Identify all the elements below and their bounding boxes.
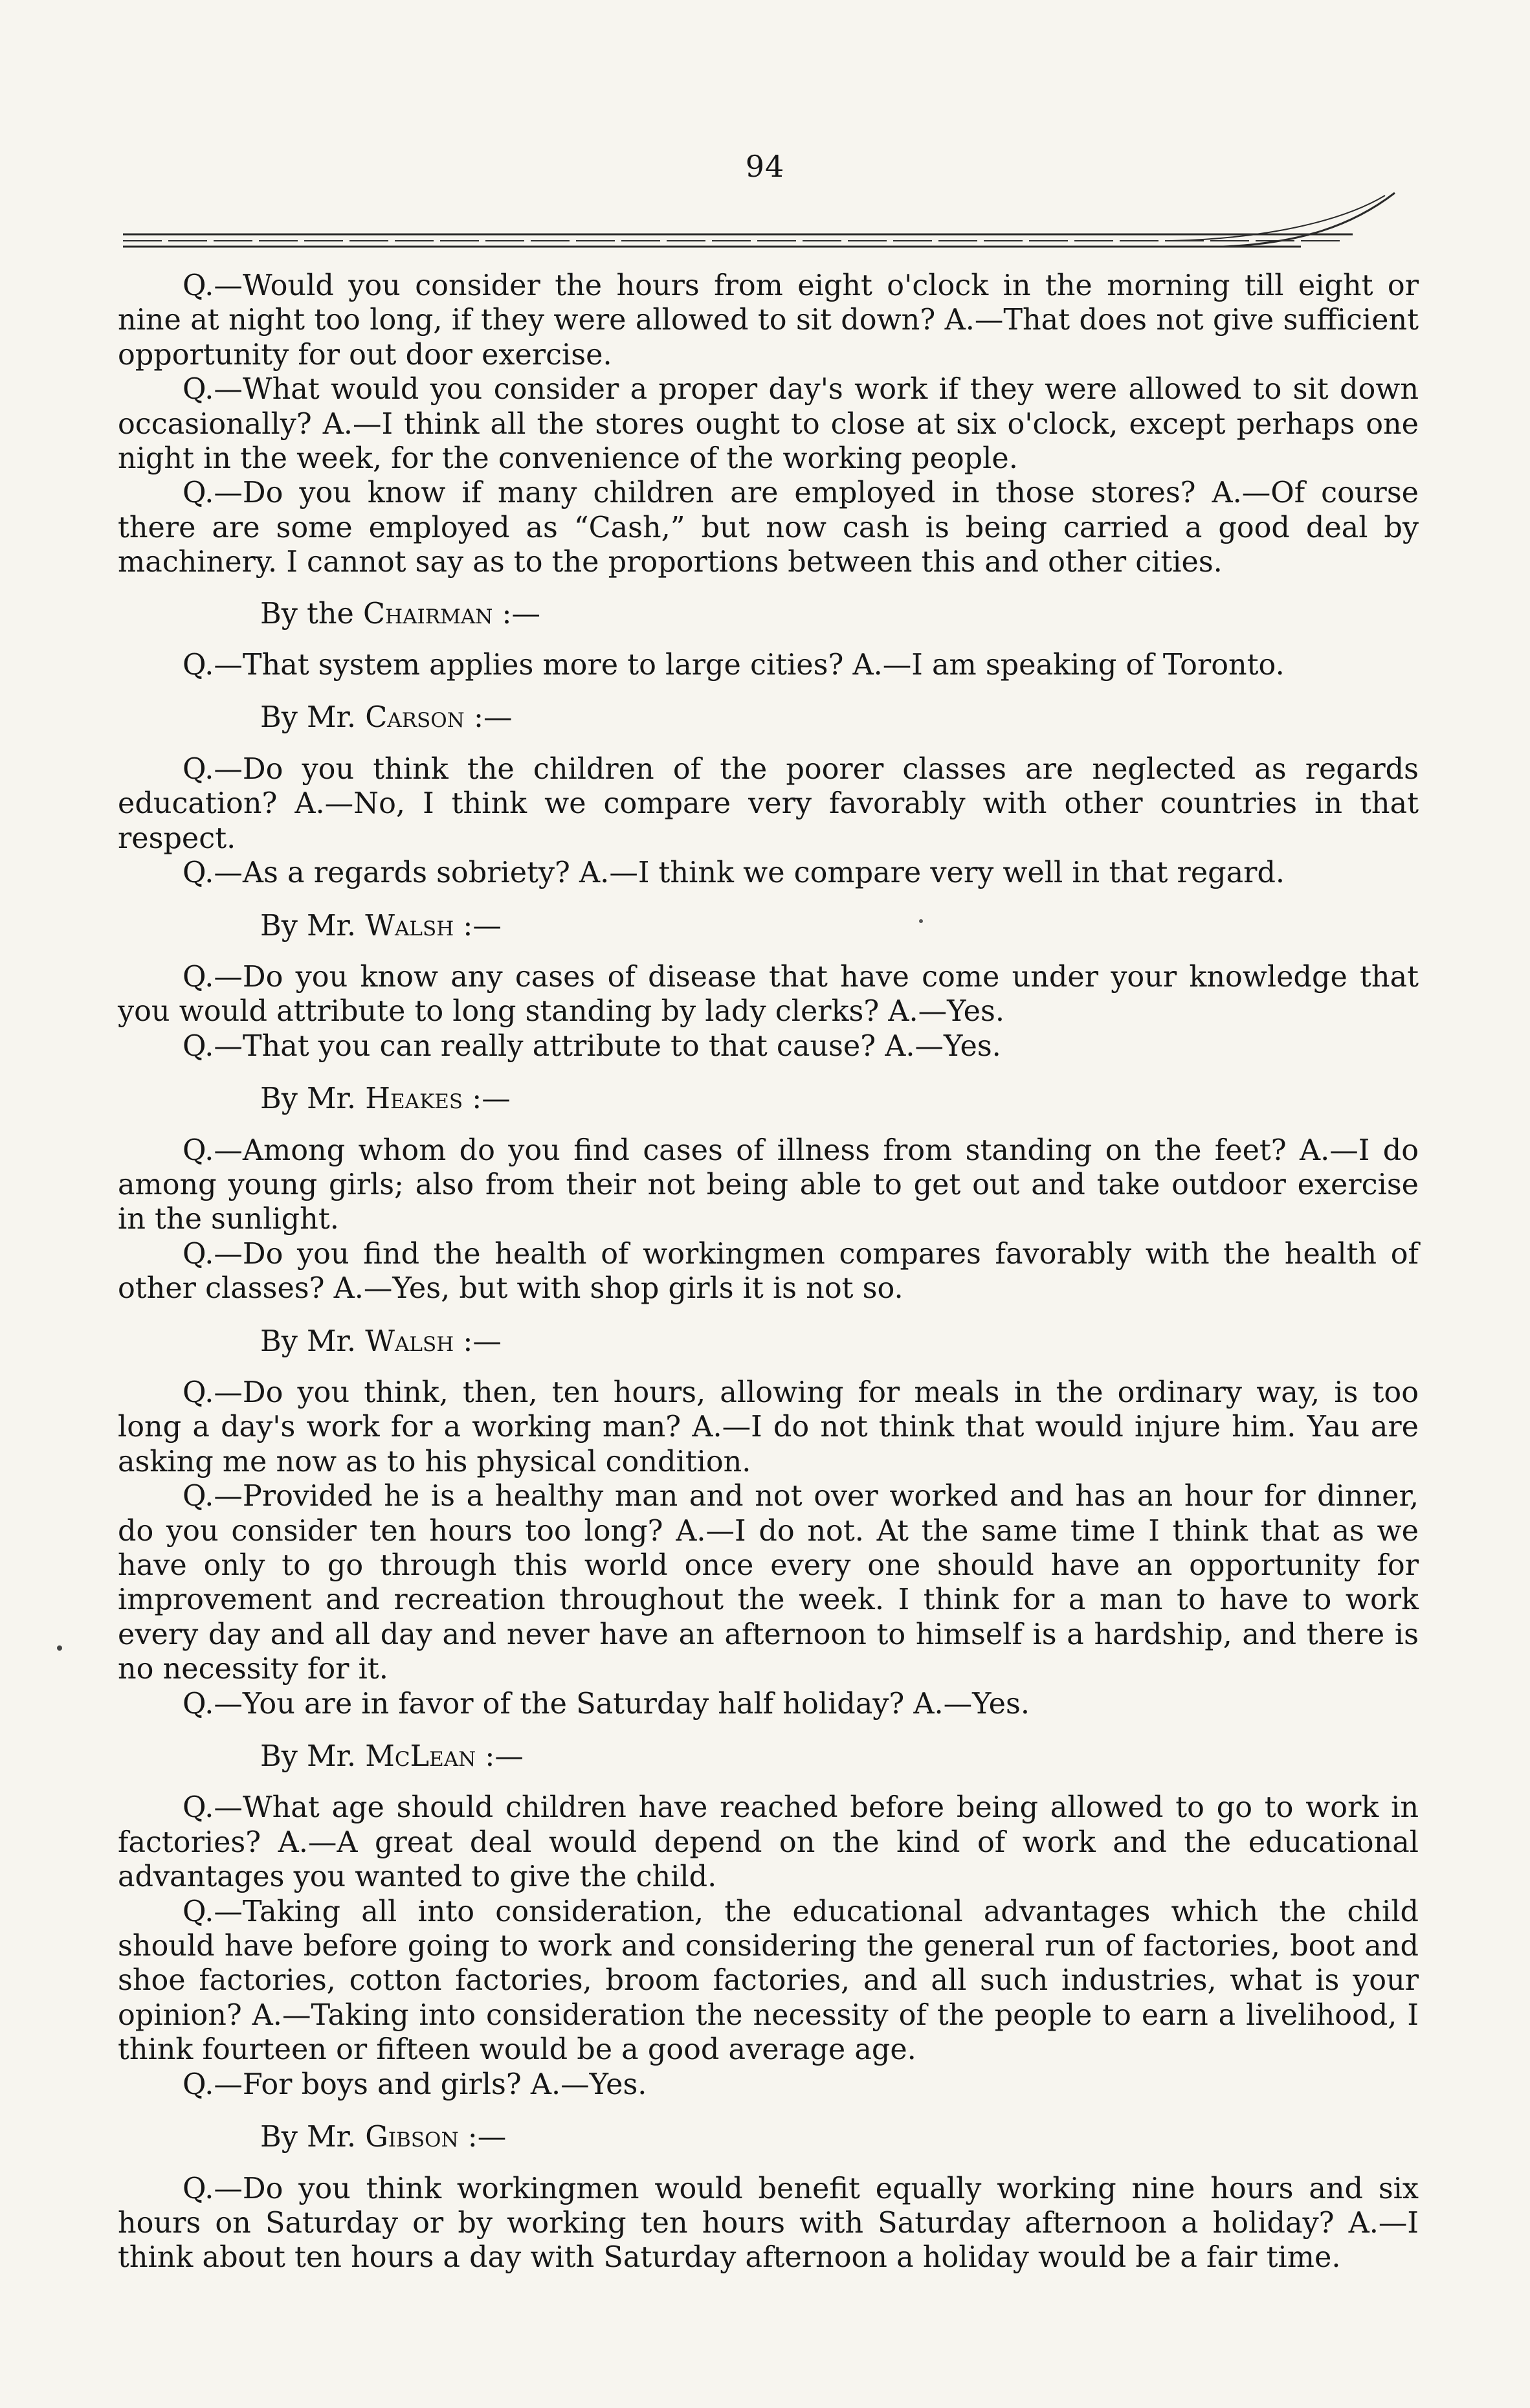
speaker-name: Walsh xyxy=(365,1324,454,1358)
byline-suffix: :— xyxy=(473,701,513,735)
qa-paragraph: Q.—Do you know if many children are employed in those stores? A.—Of course there are some employed as “Cash,” but now cash is being carried a good deal by machinery. I cannot say as to the proportions between this and other cities. xyxy=(118,476,1419,579)
qa-paragraph: Q.—For boys and girls? A.—Yes. xyxy=(183,2068,647,2101)
byline-suffix: :— xyxy=(467,2121,507,2154)
qa-paragraph: Q.—That system applies more to large cities? A.—I am speaking of Toronto. xyxy=(183,649,1285,682)
speaker-name: Carson xyxy=(365,701,465,735)
page-number: 94 xyxy=(745,149,785,184)
speaker-name: Gibson xyxy=(365,2121,459,2154)
speaker-byline xyxy=(118,1324,1419,1359)
ink-speck xyxy=(919,919,923,923)
qa-paragraph: Q.—Among whom do you find cases of illness from standing on the feet? A.—I do among young girls; also from their not being able to get out and take outdoor exercise in the sunlight. xyxy=(118,1133,1419,1236)
byline-suffix: :— xyxy=(502,597,540,630)
byline-prefix: By Mr. xyxy=(260,701,357,735)
header-rule xyxy=(123,186,1398,258)
speaker-byline xyxy=(118,1082,1419,1116)
byline-suffix: :— xyxy=(485,1740,524,1774)
byline-prefix: By Mr. xyxy=(260,1324,357,1358)
byline-prefix: By Mr. xyxy=(260,909,357,942)
margin-mark xyxy=(57,1645,62,1651)
qa-paragraph: Q.—What age should children have reached before being allowed to go to work in factories? A.—A great deal would depend on the kind of work and the educational advantages you wanted to give the child. xyxy=(118,1791,1419,1894)
transcript-body xyxy=(118,269,1419,2275)
qa-paragraph: Q.—What would you consider a proper day's work if they were allowed to sit down occasionally? A.—I think all the stores ought to close at six o'clock, except perhaps one night in the week, for the convenience of the working people. xyxy=(118,373,1419,476)
qa-paragraph: Q.—Do you know any cases of disease that have come under your knowledge that you would attribute to long standing by lady clerks? A.—Yes. xyxy=(118,960,1419,1029)
qa-paragraph: Q.—Do you think, then, ten hours, allowing for meals in the ordinary way, is too long a day's work for a working man? A.—I do not think that would injure him. Yau are asking me now as to his physical condition. xyxy=(118,1376,1419,1478)
qa-paragraph: Q.—As a regards sobriety? A.—I think we compare very well in that regard. xyxy=(183,856,1285,890)
byline-suffix: :— xyxy=(463,1324,502,1358)
qa-paragraph: Q.—Do you think the children of the poorer classes are neglected as regards education? A.—No, I think we compare very favorably with other countries in that respect. xyxy=(118,752,1419,855)
qa-paragraph: Q.—That you can really attribute to that cause? A.—Yes. xyxy=(183,1029,1001,1063)
byline-suffix: :— xyxy=(463,909,502,942)
byline-prefix: By Mr. xyxy=(260,1082,357,1116)
speaker-byline xyxy=(118,700,1419,735)
speaker-byline xyxy=(118,2120,1419,2154)
speaker-name: Walsh xyxy=(365,909,454,942)
speaker-name: McLean xyxy=(365,1740,476,1774)
byline-prefix: By Mr. xyxy=(260,2121,357,2154)
byline-prefix: By Mr. xyxy=(260,1740,357,1774)
speaker-byline xyxy=(118,909,1419,943)
speaker-name: Chairman xyxy=(363,597,493,630)
speaker-byline xyxy=(118,1739,1419,1774)
speaker-byline xyxy=(118,597,1419,631)
qa-paragraph: Q.—Taking all into consideration, the educational advantages which the child should have before going to work and considering the general run of factories, boot and shoe factories, cotton factories, broom factories, and all such industries, what is your opinion? A.—Taking into consideration the necessity of the people to earn a livelihood, I think fourteen or fifteen would be a good average age. xyxy=(118,1895,1419,2067)
speaker-name: Heakes xyxy=(365,1082,463,1116)
byline-prefix: By the xyxy=(260,597,354,630)
byline-suffix: :— xyxy=(472,1082,511,1116)
qa-paragraph: Q.—Would you consider the hours from eight o'clock in the morning till eight or nine at night too long, if they were allowed to sit down? A.—That does not give sufficient opportunity for out door exercise. xyxy=(118,269,1419,372)
qa-paragraph: Q.—Provided he is a healthy man and not over worked and has an hour for dinner, do you consider ten hours too long? A.—I do not. At the same time I think that as we have only to go through this world once every one should have an opportunity for improvement and recreation throughout the week. I think for a man to have to work every day and all day and never have an afternoon to himself is a hardship, and there is no necessity for it. xyxy=(118,1480,1419,1686)
qa-paragraph: Q.—You are in favor of the Saturday half holiday? A.—Yes. xyxy=(183,1687,1030,1721)
qa-paragraph: Q.—Do you find the health of workingmen compares favorably with the health of other classes? A.—Yes, but with shop girls it is not so. xyxy=(118,1237,1419,1306)
qa-paragraph: Q.—Do you think workingmen would benefit equally working nine hours and six hours on Saturday or by working ten hours with Saturday afternoon a holiday? A.—I think about ten hours a day with Saturday afternoon a holiday would be a fair time. xyxy=(118,2172,1419,2275)
